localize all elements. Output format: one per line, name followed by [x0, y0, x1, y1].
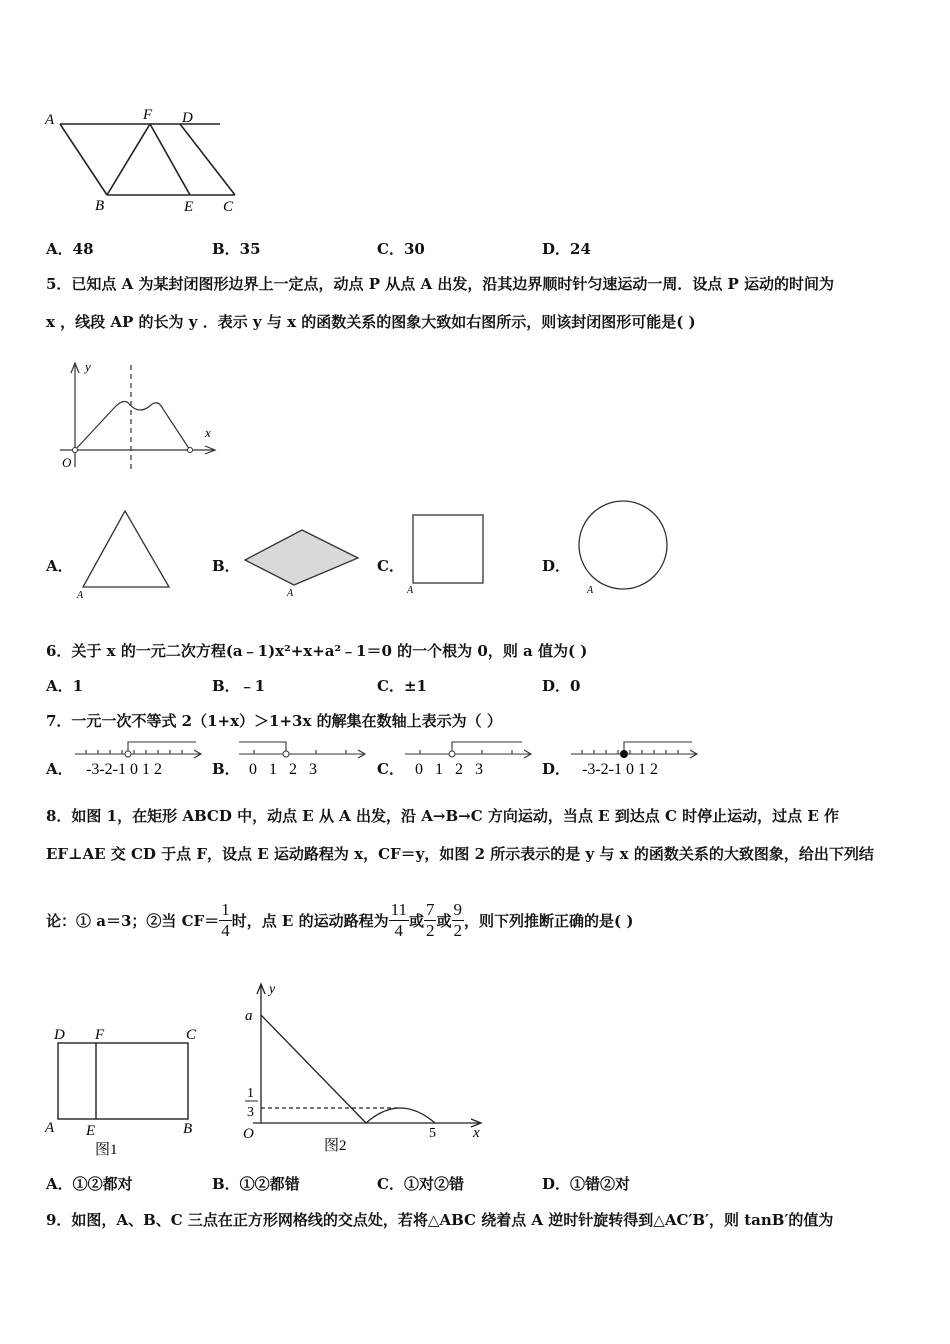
q5-line2: x ，线段 AP 的长为 y ．表示 y 与 x 的函数关系的图象大致如右图所示，则该封闭图形可能是( ) — [46, 313, 696, 331]
q5-rhombus-point-label: A — [287, 588, 294, 599]
q8-fig2-three-label: 3 — [247, 1105, 254, 1120]
q8-option-d[interactable]: D．①错②对 — [542, 1175, 631, 1193]
q6-option-c[interactable]: C．±1 — [377, 677, 427, 695]
q5-circle-point-label: A — [587, 585, 594, 596]
q5-option-a[interactable]: A． — [46, 557, 73, 575]
q5-square-point-label: A — [407, 585, 414, 596]
q8-fraction-7-2 — [424, 900, 437, 941]
q8-option-c[interactable]: C．①对②错 — [377, 1175, 464, 1193]
q7-a-tick-labels: -3-2-1 0 1 2 — [86, 761, 162, 778]
q8-frac1-num: 1 — [221, 900, 230, 919]
q7-number-line-c[interactable] — [402, 738, 536, 780]
q7-number-line-b[interactable] — [236, 738, 370, 780]
q8-option-b[interactable]: B．①②都错 — [212, 1175, 300, 1193]
q5-graph-y-label: y — [85, 359, 91, 374]
q8-fig1-label-e: E — [86, 1123, 96, 1139]
q8-frac3-num: 7 — [425, 900, 435, 919]
q7-text: 7．一元一次不等式 2（1+x）＞1+3x 的解集在数轴上表示为（ ） — [46, 712, 502, 730]
q8-frac2-den: 4 — [394, 921, 404, 940]
q6-text: 6．关于 x 的一元二次方程(a﹣1)x²+x+a²﹣1＝0 的一个根为 0，则 a 值为( ) — [46, 642, 588, 660]
q8-fig1-label-a: A — [45, 1120, 55, 1136]
q5-line1: 5．已知点 A 为某封闭图形边界上一定点，动点 P 从点 A 出发，沿其边界顺时针匀速运动一周．设点 P 运动的时间为 — [46, 275, 835, 293]
q8-fig1-label-b: B — [183, 1121, 193, 1137]
q4-figure — [40, 102, 250, 217]
q4-option-c[interactable]: C．30 — [377, 240, 425, 258]
q8-frac4-den: 2 — [453, 921, 462, 940]
q8-fig1-label-c: C — [186, 1027, 197, 1043]
q4-option-b[interactable]: B．35 — [212, 240, 261, 258]
q4-label-b: B — [95, 198, 105, 214]
q5-triangle-point-label: A — [77, 590, 84, 601]
q6-option-b[interactable]: B．﹣1 — [212, 677, 266, 695]
q7-d-tick-labels: -3-2-1 0 1 2 — [582, 761, 658, 778]
q8-fig1-label-d: D — [54, 1027, 65, 1043]
q8-line3-part-e: ，则下列推断正确的是( ) — [464, 912, 634, 930]
q8-fig2-a-label: a — [245, 1008, 253, 1024]
q5-option-c[interactable]: C． — [377, 557, 404, 575]
q7-number-line-d[interactable] — [568, 738, 702, 780]
q4-option-d[interactable]: D．24 — [542, 240, 591, 258]
q8-fig1-label-f: F — [95, 1027, 105, 1043]
q4-label-a: A — [45, 112, 55, 128]
q8-fig2-y-label: y — [269, 982, 276, 997]
q8-option-a[interactable]: A．①②都对 — [46, 1175, 133, 1193]
q8-fraction-11-4 — [389, 900, 409, 941]
q8-frac2-num: 11 — [390, 900, 407, 919]
q7-option-b[interactable]: B． — [212, 760, 240, 778]
q8-fraction-9-2 — [452, 900, 465, 941]
q8-fig2-five-label: 5 — [429, 1126, 436, 1141]
q8-line3-part-c: 或 — [408, 912, 424, 930]
q8-frac3-den: 2 — [425, 921, 435, 940]
q5-option-d[interactable]: D． — [542, 557, 571, 575]
q8-line3-part-b: 时，点 E 的运动路程为 — [231, 912, 389, 930]
q5-circle-shape[interactable] — [572, 497, 672, 599]
q7-option-c[interactable]: C． — [377, 760, 404, 778]
q8-line2: EF⊥AE 交 CD 于点 F，设点 E 运动路程为 x，CF＝y，如图 2 所示表示的是 y 与 x 的函数关系的大致图象，给出下列结 — [46, 845, 874, 863]
q8-fig2-caption: 图2 — [324, 1138, 347, 1154]
q8-line3-part-d: 或 — [436, 912, 452, 930]
q4-label-f: F — [143, 107, 153, 123]
q6-option-d[interactable]: D．0 — [542, 677, 581, 695]
q8-fig2-x-label: x — [473, 1125, 480, 1141]
q8-figure-1 — [40, 1020, 210, 1160]
q7-number-line-a[interactable] — [72, 738, 206, 780]
q7-b-tick-labels: 0 1 2 3 — [249, 761, 317, 778]
q8-line1: 8．如图 1，在矩形 ABCD 中，动点 E 从 A 出发，沿 A→B→C 方向运动，当点 E 到达点 C 时停止运动，过点 E 作 — [46, 807, 840, 825]
q5-graph-origin-label: O — [62, 455, 72, 470]
q5-triangle-shape[interactable] — [75, 505, 175, 601]
q8-frac1-den: 4 — [221, 921, 230, 940]
q8-line3-part-a: 论：① a＝3；②当 CF＝ — [46, 912, 220, 930]
q6-option-a[interactable]: A．1 — [46, 677, 84, 695]
q8-fig2-origin-label: O — [243, 1126, 254, 1142]
q4-option-a[interactable]: A．48 — [46, 240, 94, 258]
q7-option-d[interactable]: D． — [542, 760, 571, 778]
q4-label-d: D — [182, 110, 193, 126]
q7-c-tick-labels: 0 1 2 3 — [415, 761, 483, 778]
q5-graph — [55, 357, 225, 477]
q4-label-e: E — [184, 199, 194, 215]
q8-fig1-caption: 图1 — [95, 1142, 118, 1158]
q8-figure-2 — [235, 978, 495, 1158]
q8-frac4-num: 9 — [453, 900, 462, 919]
q4-label-c: C — [223, 199, 234, 215]
q8-line3 — [46, 900, 633, 941]
q7-option-a[interactable]: A． — [46, 760, 73, 778]
q9-text: 9．如图，A、B、C 三点在正方形网格线的交点处，若将△ABC 绕着点 A 逆时针旋转得到△AC′B′，则 tanB′的值为 — [46, 1211, 834, 1229]
q5-square-shape[interactable] — [405, 512, 490, 597]
q5-rhombus-shape[interactable] — [240, 525, 365, 600]
q5-graph-x-label: x — [205, 425, 211, 440]
q5-option-b[interactable]: B． — [212, 557, 240, 575]
q8-fig2-one-label: 1 — [247, 1086, 254, 1101]
q8-fraction-1-4 — [219, 900, 232, 941]
